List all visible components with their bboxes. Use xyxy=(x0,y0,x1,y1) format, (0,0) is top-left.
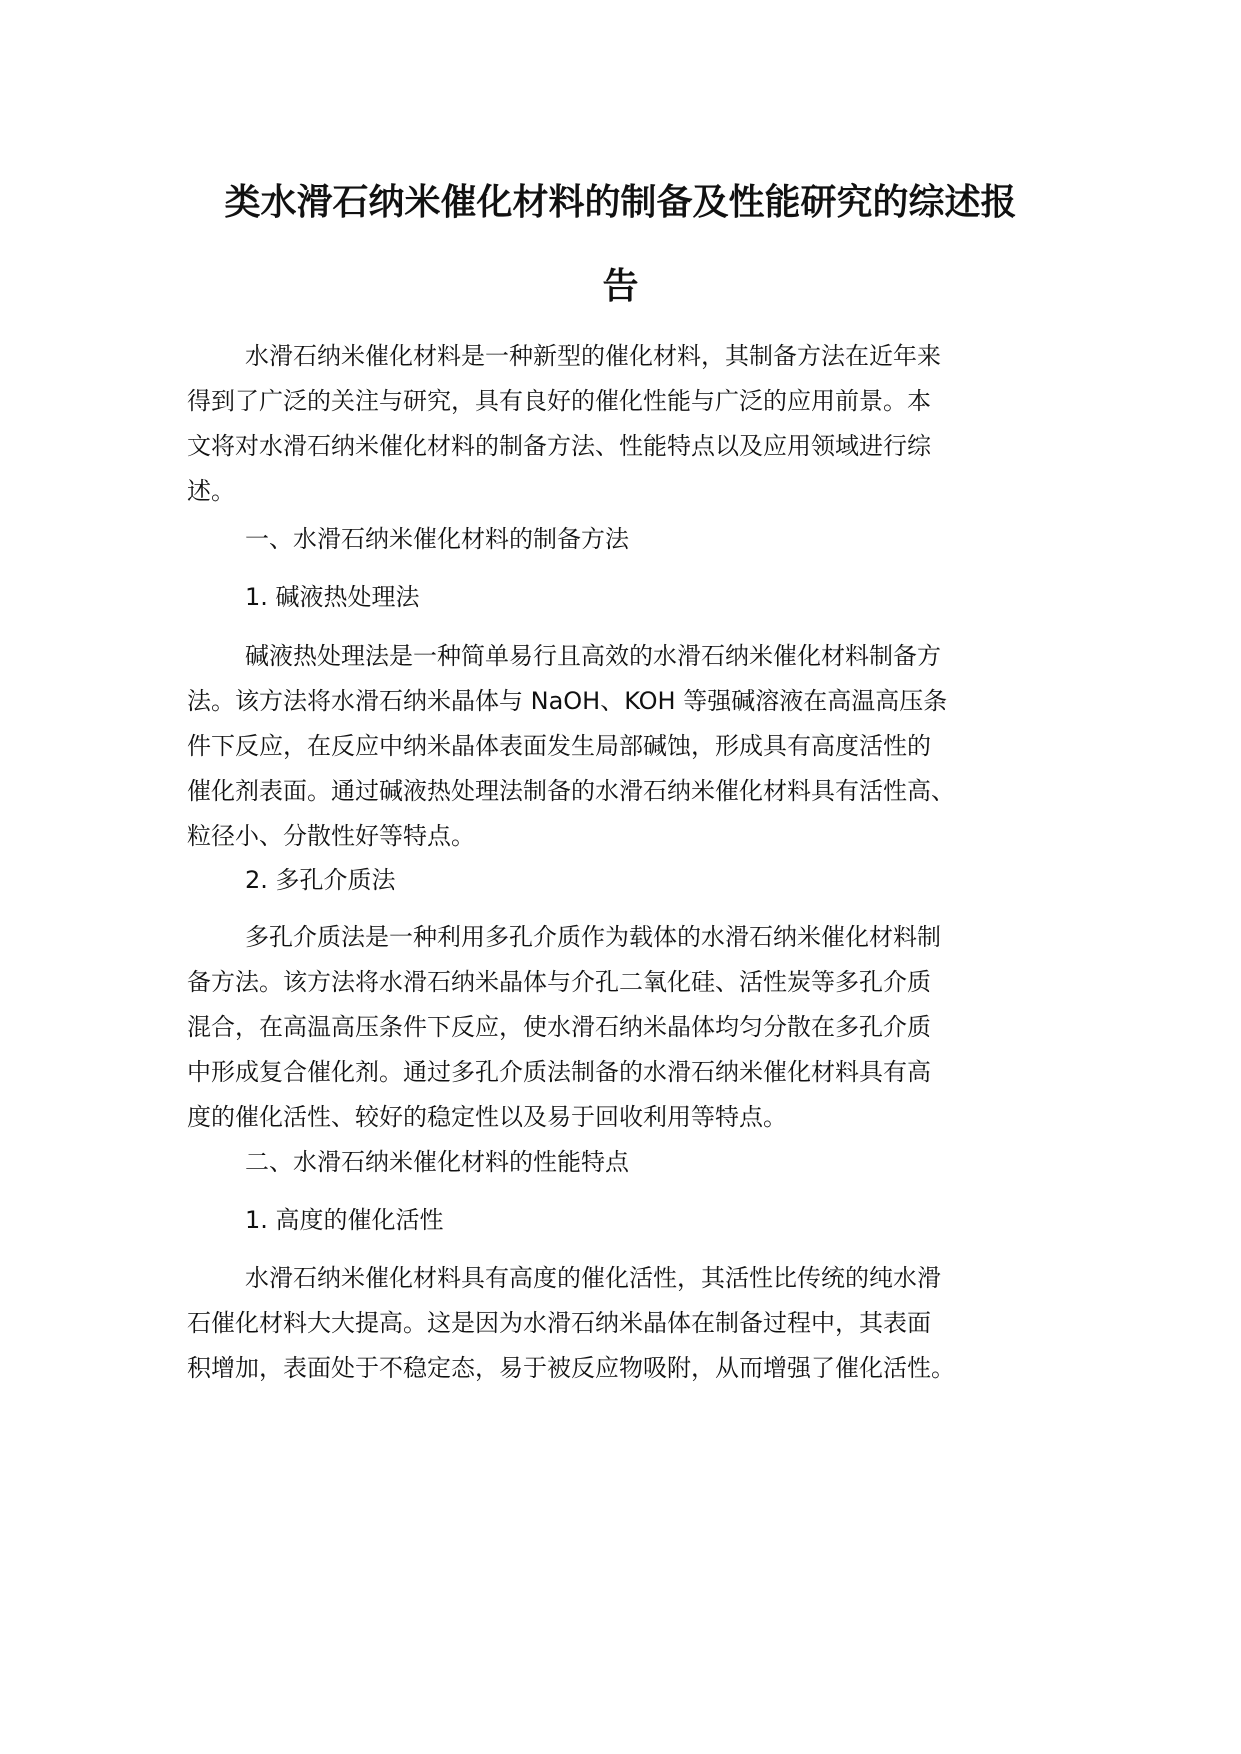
method-1-line: 法。该方法将水滑石纳米晶体与 NaOH、KOH 等强碱溶液在高温高压条 xyxy=(187,687,948,715)
method-2-line: 度的催化活性、较好的稳定性以及易于回收利用等特点。 xyxy=(187,1103,787,1131)
section-2-heading-text: 二、水滑石纳米催化材料的性能特点 xyxy=(245,1148,629,1176)
intro-line: 得到了广泛的关注与研究，具有良好的催化性能与广泛的应用前景。本 xyxy=(187,387,931,415)
feature-1-line: 石催化材料大大提高。这是因为水滑石纳米晶体在制备过程中，其表面 xyxy=(187,1309,931,1337)
method-1-paragraph xyxy=(187,634,1067,859)
method-1-heading xyxy=(187,575,1067,620)
method-1-line: 碱液热处理法是一种简单易行且高效的水滑石纳米催化材料制备方 xyxy=(245,642,941,670)
section-1-heading-text: 一、水滑石纳米催化材料的制备方法 xyxy=(245,525,629,553)
method-2-line: 中形成复合催化剂。通过多孔介质法制备的水滑石纳米催化材料具有高 xyxy=(187,1058,931,1086)
feature-1-line: 积增加，表面处于不稳定态，易于被反应物吸附，从而增强了催化活性。 xyxy=(187,1354,955,1382)
intro-line: 文将对水滑石纳米催化材料的制备方法、性能特点以及应用领域进行综 xyxy=(187,432,931,460)
method-1-line: 粒径小、分散性好等特点。 xyxy=(187,822,475,850)
method-2-line: 备方法。该方法将水滑石纳米晶体与介孔二氧化硅、活性炭等多孔介质 xyxy=(187,968,931,996)
method-2-heading xyxy=(187,858,1067,903)
feature-1-heading xyxy=(187,1198,1067,1243)
intro-line: 述。 xyxy=(187,477,235,505)
method-1-line: 催化剂表面。通过碱液热处理法制备的水滑石纳米催化材料具有活性高、 xyxy=(187,777,955,805)
section-1-heading xyxy=(187,517,1067,562)
document-title-line-2: 告 xyxy=(602,266,639,307)
feature-1-paragraph xyxy=(187,1256,1067,1391)
section-2-heading xyxy=(187,1140,1067,1185)
method-2-line: 多孔介质法是一种利用多孔介质作为载体的水滑石纳米催化材料制 xyxy=(245,923,941,951)
method-2-line: 混合，在高温高压条件下反应，使水滑石纳米晶体均匀分散在多孔介质 xyxy=(187,1013,931,1041)
method-1-heading-text: 1. 碱液热处理法 xyxy=(245,583,420,611)
intro-paragraph xyxy=(187,334,1067,514)
feature-1-line: 水滑石纳米催化材料具有高度的催化活性，其活性比传统的纯水滑 xyxy=(245,1264,941,1292)
method-1-line: 件下反应，在反应中纳米晶体表面发生局部碱蚀，形成具有高度活性的 xyxy=(187,732,931,760)
intro-line: 水滑石纳米催化材料是一种新型的催化材料，其制备方法在近年来 xyxy=(245,342,941,370)
feature-1-heading-text: 1. 高度的催化活性 xyxy=(245,1206,444,1234)
method-2-heading-text: 2. 多孔介质法 xyxy=(245,866,396,894)
method-2-paragraph xyxy=(187,915,1067,1140)
document-title-line-1: 类水滑石纳米催化材料的制备及性能研究的综述报 xyxy=(224,182,1017,223)
